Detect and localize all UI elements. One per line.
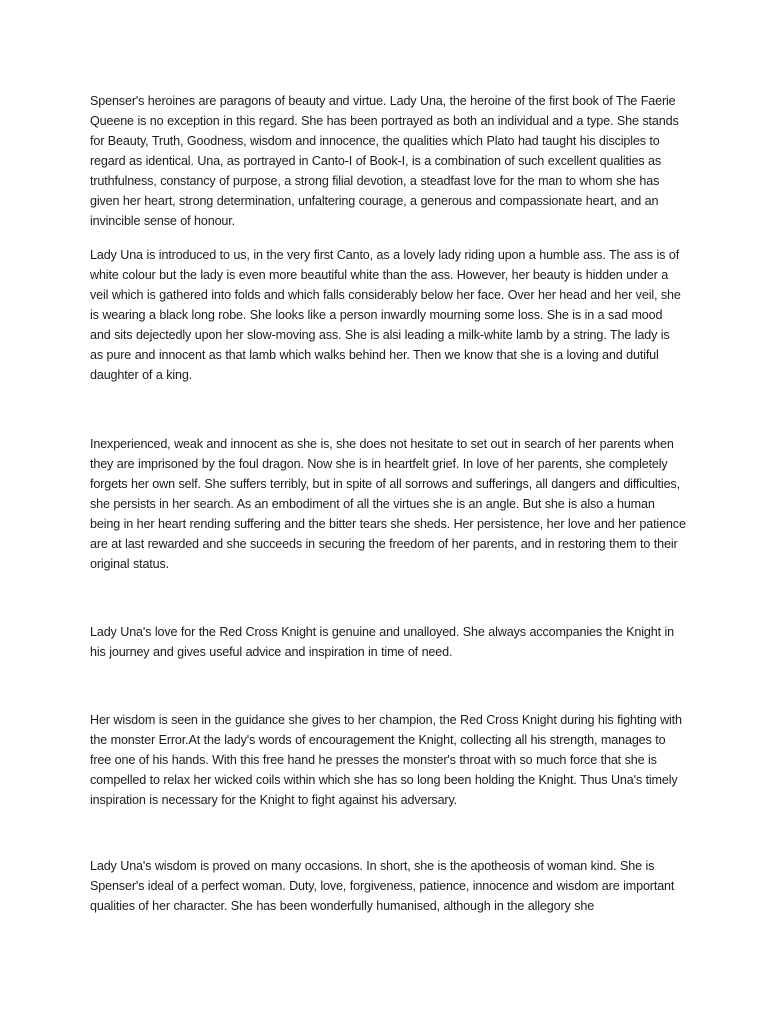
paragraph-una-ideal-woman: Lady Una's wisdom is proved on many occasions. In short, she is the apotheosis of woman kind. She is Spenser's ideal of a perfect woman. Duty, love, forgiveness, patience, innocence and wisdom are important qualities of her character. She has been wonderfully humanised, although in the allegory she [90, 859, 675, 913]
paragraph-una-introduction: Spenser's heroines are paragons of beauty and virtue. Lady Una, the heroine of the first book of The Faerie Queene is no exception in this regard. She has been portrayed as both an individual and a type. She stands for Beauty, Truth, Goodness, wisdom and innocence, the qualities which Plato had taught his disciples to regard as identical. Una, as portrayed in Canto-I of Book-I, is a combination of such excellent qualities as truthfulness, constancy of purpose, a strong filial devotion, a steadfast love for the man to whom she has given her heart, strong determination, unfaltering courage, a generous and compassionate heart, and an invincible sense of honour. [90, 94, 679, 228]
paragraph-una-search-for-parents: Inexperienced, weak and innocent as she is, she does not hesitate to set out in search of her parents when they are imprisoned by the foul dragon. Now she is in heartfelt grief. In love of her parents, she completely forgets her own self. She suffers terribly, but in spite of all sorrows and sufferings, all dangers and difficulties, she persists in her search. As an embodiment of all the virtues she is an angle. But she is also a human being in her heart rending suffering and the bitter tears she sheds. Her persistence, her love and her patience are at last rewarded and she succeeds in securing the freedom of her parents, and in restoring them to their original status. [90, 437, 686, 571]
paragraph-una-love-for-knight: Lady Una's love for the Red Cross Knight is genuine and unalloyed. She always accompanies the Knight in his journey and gives useful advice and inspiration in time of need. [90, 625, 675, 659]
paragraph-una-wisdom-guidance: Her wisdom is seen in the guidance she gives to her champion, the Red Cross Knight during his fighting with the monster Error.At the lady's words of encouragement the Knight, collecting all his strength, manages to free one of his hands. With this free hand he presses the monster's throat with so much force that she is compelled to relax her wicked coils within which she has so long been holding the Knight. Thus Una's timely inspiration is necessary for the Knight to fight against his adversary. [90, 713, 682, 807]
paragraph-una-appearance: Lady Una is introduced to us, in the very first Canto, as a lovely lady riding upon a humble ass. The ass is of white colour but the lady is even more beautiful white than the ass. However, her beauty is hidden under a veil which is gathered into folds and which falls considerably below her face. Over her head and her veil, she is wearing a black long robe. She looks like a person inwardly mourning some loss. She is in a sad mood and sits dejectedly upon her slow-moving ass. She is alsi leading a milk-white lamb by a string. The lady is as pure and innocent as that lamb which walks behind her. Then we know that she is a loving and dutiful daughter of a king. [90, 248, 681, 382]
